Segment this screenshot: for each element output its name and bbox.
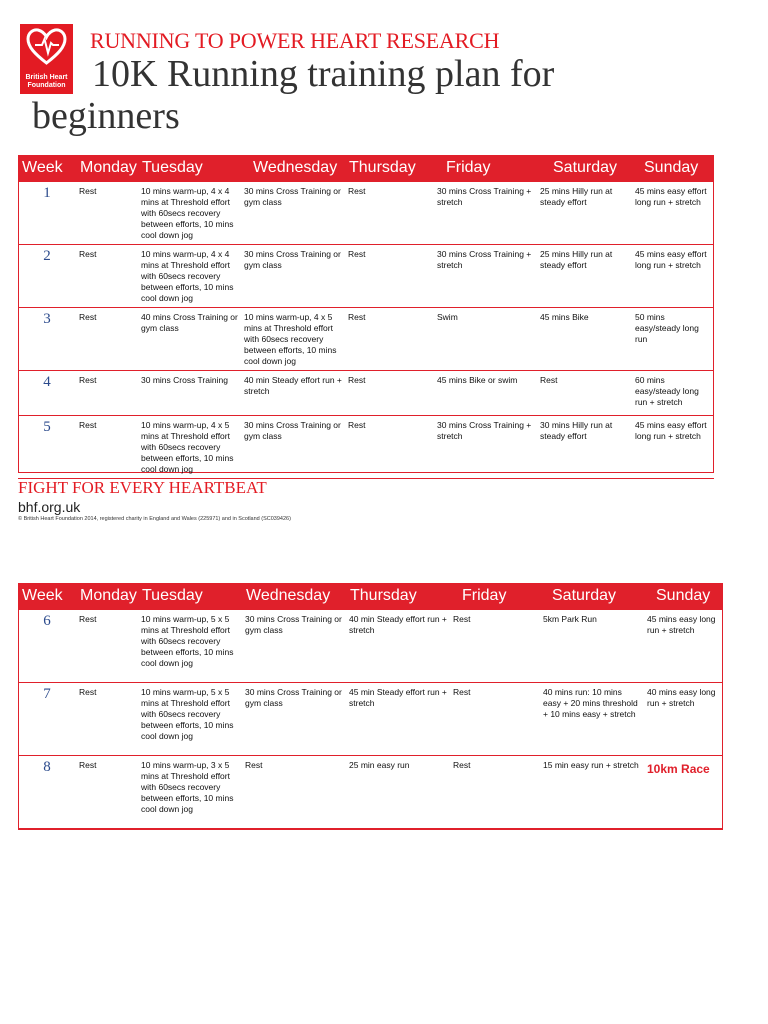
fight-slogan: FIGHT FOR EVERY HEARTBEAT	[18, 478, 267, 497]
cell-wednesday: 30 mins Cross Training or gym class	[242, 683, 346, 756]
cell-wednesday: 30 mins Cross Training or gym class	[242, 610, 346, 683]
cell-monday: Rest	[76, 245, 138, 308]
cell-thursday: Rest	[345, 245, 434, 308]
cell-saturday: 40 mins run: 10 mins easy + 20 mins threshold + 10 mins easy + stretch	[540, 683, 644, 756]
cell-wednesday: 10 mins warm-up, 4 x 5 mins at Threshold effort with 60secs recovery between efforts, 10 mins cool down jog	[241, 308, 345, 371]
cell-tuesday: 10 mins warm-up, 4 x 4 mins at Threshold effort with 60secs recovery between efforts, 10 mins cool down jog	[138, 245, 241, 308]
week-number: 3	[18, 308, 76, 371]
cell-monday: Rest	[76, 416, 138, 479]
week-number: 1	[18, 182, 76, 245]
cell-sunday: 45 mins easy effort long run + stretch	[632, 182, 714, 245]
heart-icon	[25, 27, 68, 67]
table-row	[18, 683, 723, 756]
website-url: bhf.org.uk	[18, 499, 81, 515]
col-wednesday: Wednesday	[241, 155, 345, 182]
table-row	[18, 416, 714, 479]
cell-friday: Rest	[450, 610, 540, 683]
cell-tuesday: 40 mins Cross Training or gym class	[138, 308, 241, 371]
week-number: 8	[18, 756, 76, 829]
cell-tuesday: 30 mins Cross Training	[138, 371, 241, 416]
cell-wednesday: 30 mins Cross Training or gym class	[241, 416, 345, 479]
cell-tuesday: 10 mins warm-up, 5 x 5 mins at Threshold effort with 60secs recovery between efforts, 10 mins cool down jog	[138, 610, 242, 683]
col-monday: Monday	[76, 155, 138, 182]
col-tuesday: Tuesday	[138, 155, 241, 182]
cell-sunday	[644, 756, 723, 829]
table-row	[18, 610, 723, 683]
training-table-weeks-1-5	[18, 155, 714, 479]
cell-wednesday: 30 mins Cross Training or gym class	[241, 245, 345, 308]
logo-text: British Heart Foundation	[25, 74, 68, 89]
col-friday: Friday	[434, 155, 537, 182]
page-title-line2: beginners	[32, 95, 180, 137]
cell-saturday: Rest	[537, 371, 632, 416]
table-header-row	[18, 155, 714, 182]
cell-thursday: 25 min easy run	[346, 756, 450, 829]
cell-wednesday: 30 mins Cross Training or gym class	[241, 182, 345, 245]
cell-wednesday: Rest	[242, 756, 346, 829]
cell-tuesday: 10 mins warm-up, 4 x 5 mins at Threshold effort with 60secs recovery between efforts, 10 mins cool down jog	[138, 416, 241, 479]
cell-thursday: 40 min Steady effort run + stretch	[346, 610, 450, 683]
table-header-row	[18, 583, 723, 610]
col-monday: Monday	[76, 583, 138, 610]
cell-monday: Rest	[76, 182, 138, 245]
cell-thursday: Rest	[345, 308, 434, 371]
week-number: 7	[18, 683, 76, 756]
cell-monday: Rest	[76, 308, 138, 371]
cell-friday: 30 mins Cross Training + stretch	[434, 182, 537, 245]
cell-tuesday: 10 mins warm-up, 4 x 4 mins at Threshold effort with 60secs recovery between efforts, 10 mins cool down jog	[138, 182, 241, 245]
table-row	[18, 756, 723, 829]
col-friday: Friday	[450, 583, 540, 610]
cell-sunday: 50 mins easy/steady long run	[632, 308, 714, 371]
cell-wednesday: 40 min Steady effort run + stretch	[241, 371, 345, 416]
cell-friday: Rest	[450, 756, 540, 829]
col-saturday: Saturday	[537, 155, 632, 182]
table-row	[18, 245, 714, 308]
cell-saturday: 30 mins Hilly run at steady effort	[537, 416, 632, 479]
week-number: 5	[18, 416, 76, 479]
col-week: Week	[18, 583, 76, 610]
training-table-weeks-6-8	[18, 583, 723, 829]
col-thursday: Thursday	[346, 583, 450, 610]
bhf-logo	[20, 24, 73, 94]
table-row	[18, 371, 714, 416]
col-tuesday: Tuesday	[138, 583, 242, 610]
cell-saturday: 25 mins Hilly run at steady effort	[537, 245, 632, 308]
cell-friday: Swim	[434, 308, 537, 371]
table-row	[18, 308, 714, 371]
week-number: 2	[18, 245, 76, 308]
cell-sunday: 40 mins easy long run + stretch	[644, 683, 723, 756]
page-title-line1: 10K Running training plan for	[92, 53, 555, 95]
cell-friday: 45 mins Bike or swim	[434, 371, 537, 416]
week-number: 6	[18, 610, 76, 683]
cell-friday: 30 mins Cross Training + stretch	[434, 245, 537, 308]
cell-monday: Rest	[76, 371, 138, 416]
cell-tuesday: 10 mins warm-up, 3 x 5 mins at Threshold effort with 60secs recovery between efforts, 10 mins cool down jog	[138, 756, 242, 829]
col-wednesday: Wednesday	[242, 583, 346, 610]
col-thursday: Thursday	[345, 155, 434, 182]
col-sunday: Sunday	[644, 583, 723, 610]
col-sunday: Sunday	[632, 155, 714, 182]
cell-saturday: 25 mins Hilly run at steady effort	[537, 182, 632, 245]
cell-thursday: Rest	[345, 371, 434, 416]
col-week: Week	[18, 155, 76, 182]
cell-friday: Rest	[450, 683, 540, 756]
cell-monday: Rest	[76, 756, 138, 829]
cell-saturday: 15 min easy run + stretch	[540, 756, 644, 829]
race-label: 10km Race	[647, 762, 710, 776]
week-number: 4	[18, 371, 76, 416]
cell-sunday: 45 mins easy effort long run + stretch	[632, 245, 714, 308]
cell-thursday: 45 min Steady effort run + stretch	[346, 683, 450, 756]
cell-sunday: 45 mins easy effort long run + stretch	[632, 416, 714, 479]
table-row	[18, 182, 714, 245]
cell-monday: Rest	[76, 610, 138, 683]
cell-saturday: 5km Park Run	[540, 610, 644, 683]
col-saturday: Saturday	[540, 583, 644, 610]
tagline: RUNNING TO POWER HEART RESEARCH	[90, 28, 500, 53]
cell-sunday: 45 mins easy long run + stretch	[644, 610, 723, 683]
cell-saturday: 45 mins Bike	[537, 308, 632, 371]
cell-sunday: 60 mins easy/steady long run + stretch	[632, 371, 714, 416]
cell-tuesday: 10 mins warm-up, 5 x 5 mins at Threshold effort with 60secs recovery between efforts, 10 mins cool down jog	[138, 683, 242, 756]
cell-thursday: Rest	[345, 416, 434, 479]
cell-thursday: Rest	[345, 182, 434, 245]
cell-monday: Rest	[76, 683, 138, 756]
copyright-notice: © British Heart Foundation 2014, registered charity in England and Wales (225971) and in Scotland (SC039426)	[18, 516, 291, 522]
cell-friday: 30 mins Cross Training + stretch	[434, 416, 537, 479]
